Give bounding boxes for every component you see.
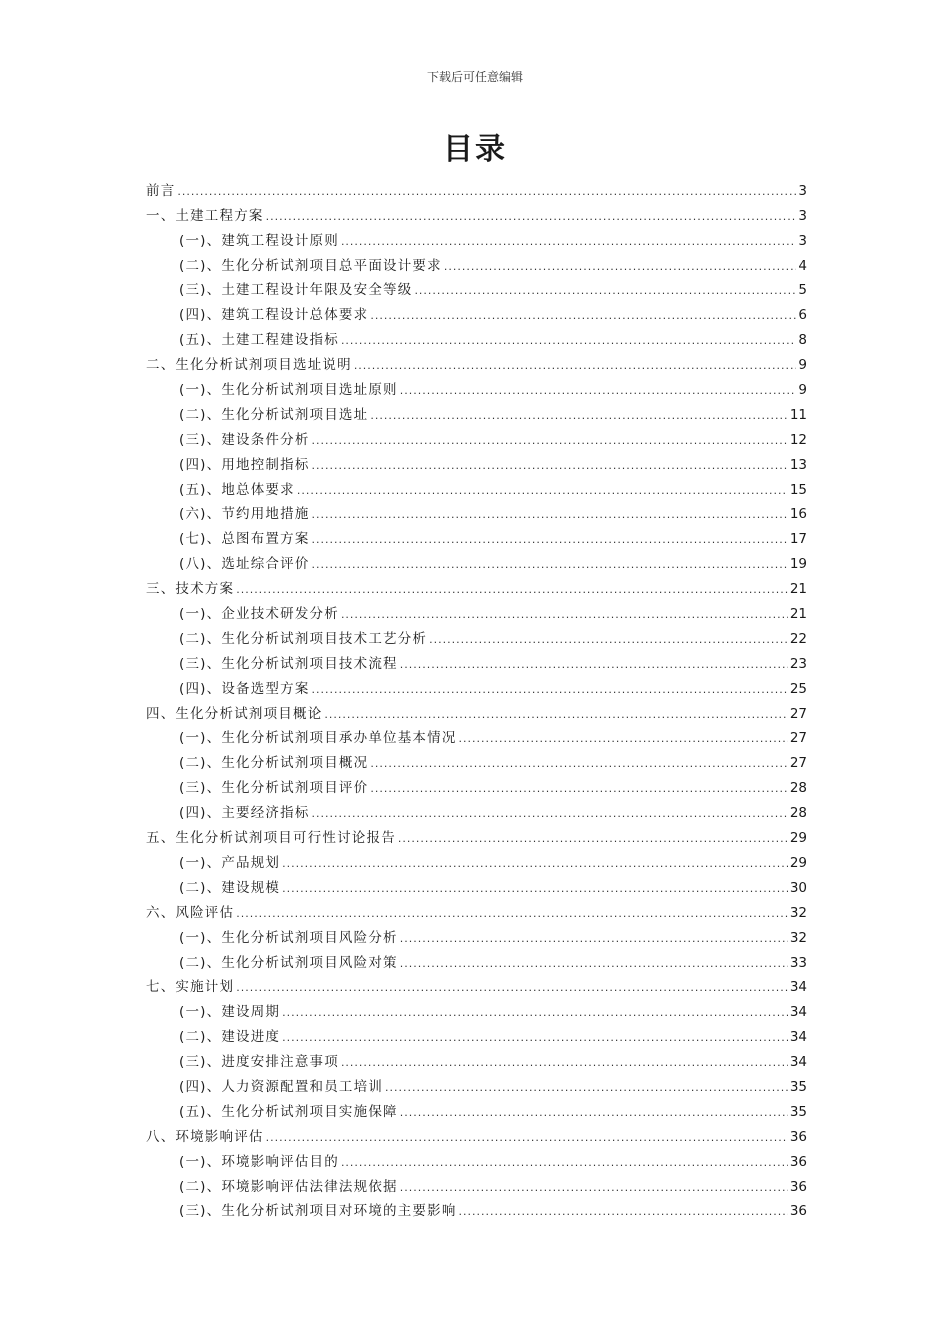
toc-entry-page-number: 21	[789, 581, 807, 598]
toc-entry-title: 前言	[146, 182, 176, 199]
toc-entry-title: (二)、生化分析试剂项目总平面设计要求	[179, 257, 442, 274]
toc-dot-leader	[429, 631, 788, 649]
toc-entry-title: (二)、建设规模	[179, 879, 281, 896]
toc-dot-leader	[354, 357, 797, 375]
toc-entry-title: (一)、生化分析试剂项目风险分析	[179, 929, 398, 946]
toc-entry-title: (四)、设备选型方案	[179, 680, 310, 697]
toc-entry[interactable]	[146, 649, 807, 674]
toc-entry-title: (三)、生化分析试剂项目技术流程	[179, 655, 398, 672]
toc-entry-page-number: 19	[789, 556, 807, 573]
toc-entry-title: (六)、节约用地措施	[179, 506, 310, 523]
toc-entry-title: (三)、建设条件分析	[179, 431, 310, 448]
toc-entry[interactable]	[146, 226, 807, 251]
toc-entry[interactable]	[146, 1047, 807, 1072]
toc-entry-title: 三、技术方案	[146, 581, 235, 598]
toc-entry-title: (五)、土建工程建设指标	[179, 332, 339, 349]
toc-dot-leader	[312, 805, 788, 823]
toc-entry-page-number: 34	[789, 1054, 807, 1071]
toc-entry[interactable]	[146, 1122, 807, 1147]
toc-entry-title: (一)、建筑工程设计原则	[179, 232, 339, 249]
toc-dot-leader	[236, 979, 788, 997]
toc-entry-page-number: 4	[798, 257, 807, 274]
toc-entry-page-number: 3	[798, 182, 807, 199]
toc-entry[interactable]	[146, 1147, 807, 1172]
toc-dot-leader	[312, 506, 788, 524]
toc-entry-title: (一)、企业技术研发分析	[179, 606, 339, 623]
toc-entry-title: (一)、生化分析试剂项目选址原则	[179, 382, 398, 399]
toc-dot-leader	[177, 183, 796, 201]
toc-dot-leader	[370, 407, 787, 425]
toc-entry[interactable]	[146, 1197, 807, 1222]
toc-entry-title: 四、生化分析试剂项目概论	[146, 705, 323, 722]
toc-entry-title: (一)、生化分析试剂项目承办单位基本情况	[179, 730, 457, 747]
toc-entry[interactable]	[146, 176, 807, 201]
toc-entry[interactable]	[146, 599, 807, 624]
toc-entry-page-number: 36	[789, 1203, 807, 1220]
toc-entry[interactable]	[146, 574, 807, 599]
toc-dot-leader	[236, 905, 788, 923]
toc-dot-leader	[341, 1154, 788, 1172]
toc-entry-title: (二)、建设进度	[179, 1029, 281, 1046]
toc-dot-leader	[400, 930, 788, 948]
toc-entry[interactable]	[146, 1022, 807, 1047]
toc-entry-page-number: 34	[789, 979, 807, 996]
toc-entry-title: (三)、进度安排注意事项	[179, 1054, 339, 1071]
toc-dot-leader	[282, 1029, 788, 1047]
toc-dot-leader	[282, 880, 788, 898]
toc-entry[interactable]	[146, 400, 807, 425]
toc-dot-leader	[341, 332, 796, 350]
toc-entry[interactable]	[146, 375, 807, 400]
toc-dot-leader	[282, 1004, 788, 1022]
toc-dot-leader	[266, 1129, 788, 1147]
toc-entry[interactable]	[146, 450, 807, 475]
table-of-contents	[146, 176, 807, 1221]
toc-entry[interactable]	[146, 848, 807, 873]
toc-dot-leader	[341, 606, 788, 624]
toc-dot-leader	[398, 830, 788, 848]
toc-entry[interactable]	[146, 201, 807, 226]
toc-dot-leader	[385, 1079, 788, 1097]
toc-entry-page-number: 25	[789, 680, 807, 697]
toc-entry-title: (四)、建筑工程设计总体要求	[179, 307, 369, 324]
toc-entry-title: (三)、土建工程设计年限及安全等级	[179, 282, 413, 299]
toc-entry-title: (七)、总图布置方案	[179, 531, 310, 548]
toc-entry-title: (二)、环境影响评估法律法规依据	[179, 1178, 398, 1195]
toc-entry[interactable]	[146, 773, 807, 798]
toc-entry-page-number: 34	[789, 1029, 807, 1046]
page-header: 下载后可任意编辑	[426, 70, 523, 84]
toc-entry-page-number: 36	[789, 1128, 807, 1145]
toc-entry-title: (二)、生化分析试剂项目概况	[179, 755, 369, 772]
toc-entry-title: (五)、地总体要求	[179, 481, 295, 498]
toc-entry-page-number: 27	[789, 705, 807, 722]
toc-entry-page-number: 28	[789, 780, 807, 797]
toc-entry-page-number: 30	[789, 879, 807, 896]
toc-entry[interactable]	[146, 1172, 807, 1197]
toc-entry-page-number: 32	[789, 929, 807, 946]
toc-entry[interactable]	[146, 973, 807, 998]
toc-entry-page-number: 23	[789, 655, 807, 672]
toc-entry-page-number: 21	[789, 606, 807, 623]
toc-entry[interactable]	[146, 748, 807, 773]
toc-entry-page-number: 34	[789, 1004, 807, 1021]
toc-entry[interactable]	[146, 425, 807, 450]
toc-dot-leader	[312, 531, 788, 549]
toc-entry-page-number: 5	[798, 282, 807, 299]
toc-entry[interactable]	[146, 699, 807, 724]
toc-entry[interactable]	[146, 500, 807, 525]
toc-entry-page-number: 9	[798, 382, 807, 399]
toc-entry[interactable]	[146, 624, 807, 649]
toc-dot-leader	[400, 656, 788, 674]
toc-entry[interactable]	[146, 300, 807, 325]
toc-entry[interactable]	[146, 674, 807, 699]
toc-entry-page-number: 27	[789, 730, 807, 747]
toc-entry-page-number: 35	[789, 1078, 807, 1095]
toc-entry-page-number: 15	[789, 481, 807, 498]
toc-entry-page-number: 11	[789, 406, 807, 423]
toc-entry[interactable]	[146, 1072, 807, 1097]
toc-entry[interactable]	[146, 276, 807, 301]
toc-entry-page-number: 35	[789, 1103, 807, 1120]
toc-entry[interactable]	[146, 823, 807, 848]
toc-entry[interactable]	[146, 251, 807, 276]
toc-dot-leader	[400, 955, 788, 973]
toc-entry-page-number: 3	[798, 232, 807, 249]
toc-dot-leader	[266, 208, 797, 226]
toc-entry-title: (二)、生化分析试剂项目风险对策	[179, 954, 398, 971]
toc-entry-title: (二)、生化分析试剂项目技术工艺分析	[179, 630, 428, 647]
toc-dot-leader	[459, 730, 788, 748]
toc-entry-title: (八)、选址综合评价	[179, 556, 310, 573]
toc-entry-title: 五、生化分析试剂项目可行性讨论报告	[146, 830, 396, 847]
toc-dot-leader	[297, 482, 788, 500]
toc-entry-title: (五)、生化分析试剂项目实施保障	[179, 1103, 398, 1120]
toc-entry[interactable]	[146, 524, 807, 549]
toc-entry-page-number: 29	[789, 830, 807, 847]
toc-entry-page-number: 6	[798, 307, 807, 324]
toc-entry[interactable]	[146, 724, 807, 749]
toc-dot-leader	[341, 233, 796, 251]
toc-entry-title: (三)、生化分析试剂项目对环境的主要影响	[179, 1203, 457, 1220]
toc-entry-page-number: 22	[789, 630, 807, 647]
toc-entry-page-number: 29	[789, 854, 807, 871]
toc-dot-leader	[236, 581, 788, 599]
toc-entry[interactable]	[146, 798, 807, 823]
toc-entry[interactable]	[146, 873, 807, 898]
toc-dot-leader	[444, 258, 797, 276]
toc-entry[interactable]	[146, 997, 807, 1022]
toc-entry[interactable]	[146, 549, 807, 574]
toc-dot-leader	[370, 780, 787, 798]
toc-dot-leader	[312, 432, 788, 450]
toc-entry-title: (一)、环境影响评估目的	[179, 1153, 339, 1170]
toc-entry[interactable]	[146, 350, 807, 375]
toc-entry[interactable]	[146, 475, 807, 500]
toc-entry[interactable]	[146, 948, 807, 973]
toc-dot-leader	[459, 1203, 788, 1221]
toc-entry-title: 一、土建工程方案	[146, 207, 264, 224]
toc-dot-leader	[414, 282, 796, 300]
toc-dot-leader	[324, 706, 787, 724]
toc-entry-title: (一)、建设周期	[179, 1004, 281, 1021]
toc-dot-leader	[400, 1104, 788, 1122]
toc-dot-leader	[341, 1054, 788, 1072]
toc-entry-page-number: 17	[789, 531, 807, 548]
toc-dot-leader	[312, 457, 788, 475]
toc-entry-page-number: 36	[789, 1178, 807, 1195]
toc-entry-page-number: 28	[789, 805, 807, 822]
toc-entry-page-number: 9	[798, 357, 807, 374]
toc-entry-title: (三)、生化分析试剂项目评价	[179, 780, 369, 797]
toc-entry-page-number: 33	[789, 954, 807, 971]
toc-entry-title: (四)、人力资源配置和员工培训	[179, 1078, 384, 1095]
toc-entry-page-number: 13	[789, 456, 807, 473]
page-title: 目录	[443, 132, 507, 167]
toc-entry-title: 八、环境影响评估	[146, 1128, 264, 1145]
toc-dot-leader	[400, 1179, 788, 1197]
toc-dot-leader	[370, 307, 796, 325]
toc-entry-page-number: 16	[789, 506, 807, 523]
toc-entry-title: (四)、用地控制指标	[179, 456, 310, 473]
toc-dot-leader	[312, 556, 788, 574]
toc-entry-title: (四)、主要经济指标	[179, 805, 310, 822]
toc-entry[interactable]	[146, 1097, 807, 1122]
toc-entry-page-number: 8	[798, 332, 807, 349]
toc-dot-leader	[370, 755, 787, 773]
toc-entry-page-number: 36	[789, 1153, 807, 1170]
toc-entry[interactable]	[146, 325, 807, 350]
toc-dot-leader	[400, 382, 797, 400]
toc-dot-leader	[312, 681, 788, 699]
toc-entry[interactable]	[146, 923, 807, 948]
toc-entry-page-number: 32	[789, 904, 807, 921]
toc-entry-title: 六、风险评估	[146, 904, 235, 921]
toc-entry-page-number: 3	[798, 207, 807, 224]
toc-entry-title: 二、生化分析试剂项目选址说明	[146, 357, 352, 374]
toc-entry-title: (二)、生化分析试剂项目选址	[179, 406, 369, 423]
toc-entry-page-number: 27	[789, 755, 807, 772]
toc-entry-title: 七、实施计划	[146, 979, 235, 996]
toc-dot-leader	[282, 855, 788, 873]
toc-entry-title: (一)、产品规划	[179, 854, 281, 871]
toc-entry-page-number: 12	[789, 431, 807, 448]
toc-entry[interactable]	[146, 898, 807, 923]
